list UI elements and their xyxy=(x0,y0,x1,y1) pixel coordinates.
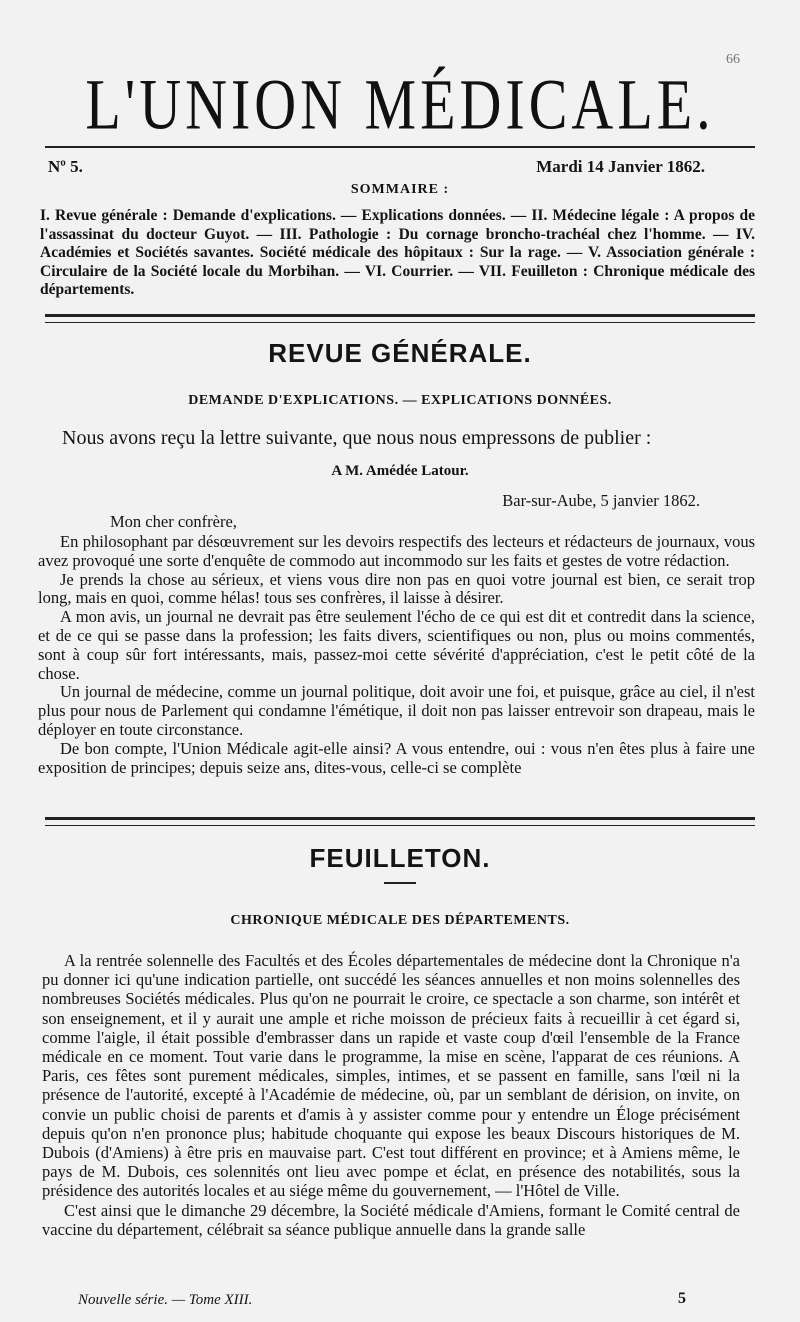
masthead-rule xyxy=(45,146,755,148)
revue-subtitle: DEMANDE D'EXPLICATIONS. — EXPLICATIONS DONNÉES. xyxy=(188,393,612,408)
letter-addressee: A M. Amédée Latour. xyxy=(331,463,469,479)
feuilleton-subtitle: CHRONIQUE MÉDICALE DES DÉPARTEMENTS. xyxy=(230,913,570,928)
letter-paragraph: De bon compte, l'Union Médicale agit-elle ainsi? A vous entendre, oui : vous n'en êtes plus à faire une exposition de principes; depuis seize ans, dites-vous, celle-ci se complète xyxy=(38,738,755,777)
letter-paragraph: Un journal de médecine, comme un journal politique, doit avoir une foi, et puisque, grâce au ciel, il n'est plus pour nous de Parlement qui condamne l'émétique, il doit non pas laisser entrevoir son drapeau, mais le déployer en toute circonstance. xyxy=(38,682,755,739)
revue-title: REVUE GÉNÉRALE. xyxy=(268,338,532,368)
letter-place-date: Bar-sur-Aube, 5 janvier 1862. xyxy=(502,491,700,510)
feuilleton-paragraph: C'est ainsi que le dimanche 29 décembre, la Société médicale d'Amiens, formant le Comité central de vaccine du département, célébrait sa séance publique annuelle dans la grande salle xyxy=(42,1200,740,1239)
letter-body xyxy=(38,533,755,777)
feuilleton-paragraph: A la rentrée solennelle des Facultés et des Écoles départementales de médecine dont la Chronique n'a pu donner ici qu'une indication partielle, ont succédé les séances annuelles et non moins solennelles des nombreuses Sociétés médicales. Plus qu'on ne pourrait le croire, ce spectacle a son charme, son intérêt et son enseignement, et il y aurait une ample et riche moisson de précieux faits à recueillir à cet égard si, comme l'aigle, il était possible d'embrasser dans un rapide et vaste coup d'œil l'ensemble de la France médicale en ce moment. Tout varie dans le programme, la mise en scène, l'apparat de ces réunions. A Paris, ces fêtes sont purement médicales, simples, intimes, et se passent en famille, sans l'œil ni la présence de l'autorité, excepté à l'Académie de médecine, où, par un semblant de dérision, on invite, on convie un public choisi de parents et d'amis à y assister comme pour y entendre un Éloge précisément depuis qu'on n'en prononce plus; habitude choquante qui expose les beaux Discours historiques de M. Dubois (d'Amiens) à être pris en mauvaise part. C'est tout différent en province; et à Amiens même, le pays de M. Dubois, ces solennités ont lieu avec pompe et éclat, en présence des notabilités, sous la présidence des autorités locales et au siége même du gouvernement, — l'Hôtel de Ville. xyxy=(42,951,740,1201)
letter-paragraph: Je prends la chose au sérieux, et viens vous dire non pas en quoi votre journal est bien, ce serait trop long, mais en quoi, comme hélas! tous ses confrères, il laisse à désirer. xyxy=(38,569,755,608)
letter-paragraph: A mon avis, un journal ne devrait pas être seulement l'écho de ce qui est dit et contredit dans la science, et de ce qui se passe dans la profession; les faits divers, scientifiques ou non, plus ou moins commentés, sont à coup sûr fort intéressants, mais, passez-moi cette sévérité d'appréciation, c'est le petit côté de la chose. xyxy=(38,607,755,683)
section-divider xyxy=(45,314,755,323)
feuilleton-title: FEUILLETON. xyxy=(309,843,491,873)
top-page-number: 66 xyxy=(726,52,740,67)
footer-page-number: 5 xyxy=(678,1290,686,1307)
issue-date: Mardi 14 Janvier 1862. xyxy=(536,157,705,176)
feuilleton-divider xyxy=(45,817,755,826)
sommaire-text: I. Revue générale : Demande d'explications. — Explications données. — II. Médecine légale : A propos de l'assassinat du docteur Guyot. — III. Pathologie : Du cornage broncho-trachéal chez l'homme. — IV. Académies et Sociétés savantes. Société médicale des hôpitaux : Sur la rage. — V. Association générale : Circulaire de la Société locale du Morbihan. — VI. Courrier. — VII. Feuilleton : Chronique médicale des départements. xyxy=(40,207,755,298)
revue-lead: Nous avons reçu la lettre suivante, que nous nous empressons de publier : xyxy=(62,427,652,449)
feuilleton-short-rule xyxy=(384,882,416,884)
sommaire-title: SOMMAIRE : xyxy=(350,182,450,197)
issue-number: Nº 5. xyxy=(48,157,83,176)
footer-series: Nouvelle série. — Tome XIII. xyxy=(78,1292,253,1308)
masthead-title: L'UNION MÉDICALE. xyxy=(85,63,715,145)
feuilleton-body xyxy=(42,951,740,1239)
letter-paragraph: En philosophant par désœuvrement sur les devoirs respectifs des lecteurs et rédacteurs de journaux, vous avez provoqué une sorte d'enquête de commodo aut incommodo sur les faits et gestes de votre rédaction. xyxy=(38,532,755,570)
letter-salutation: Mon cher confrère, xyxy=(110,512,237,531)
